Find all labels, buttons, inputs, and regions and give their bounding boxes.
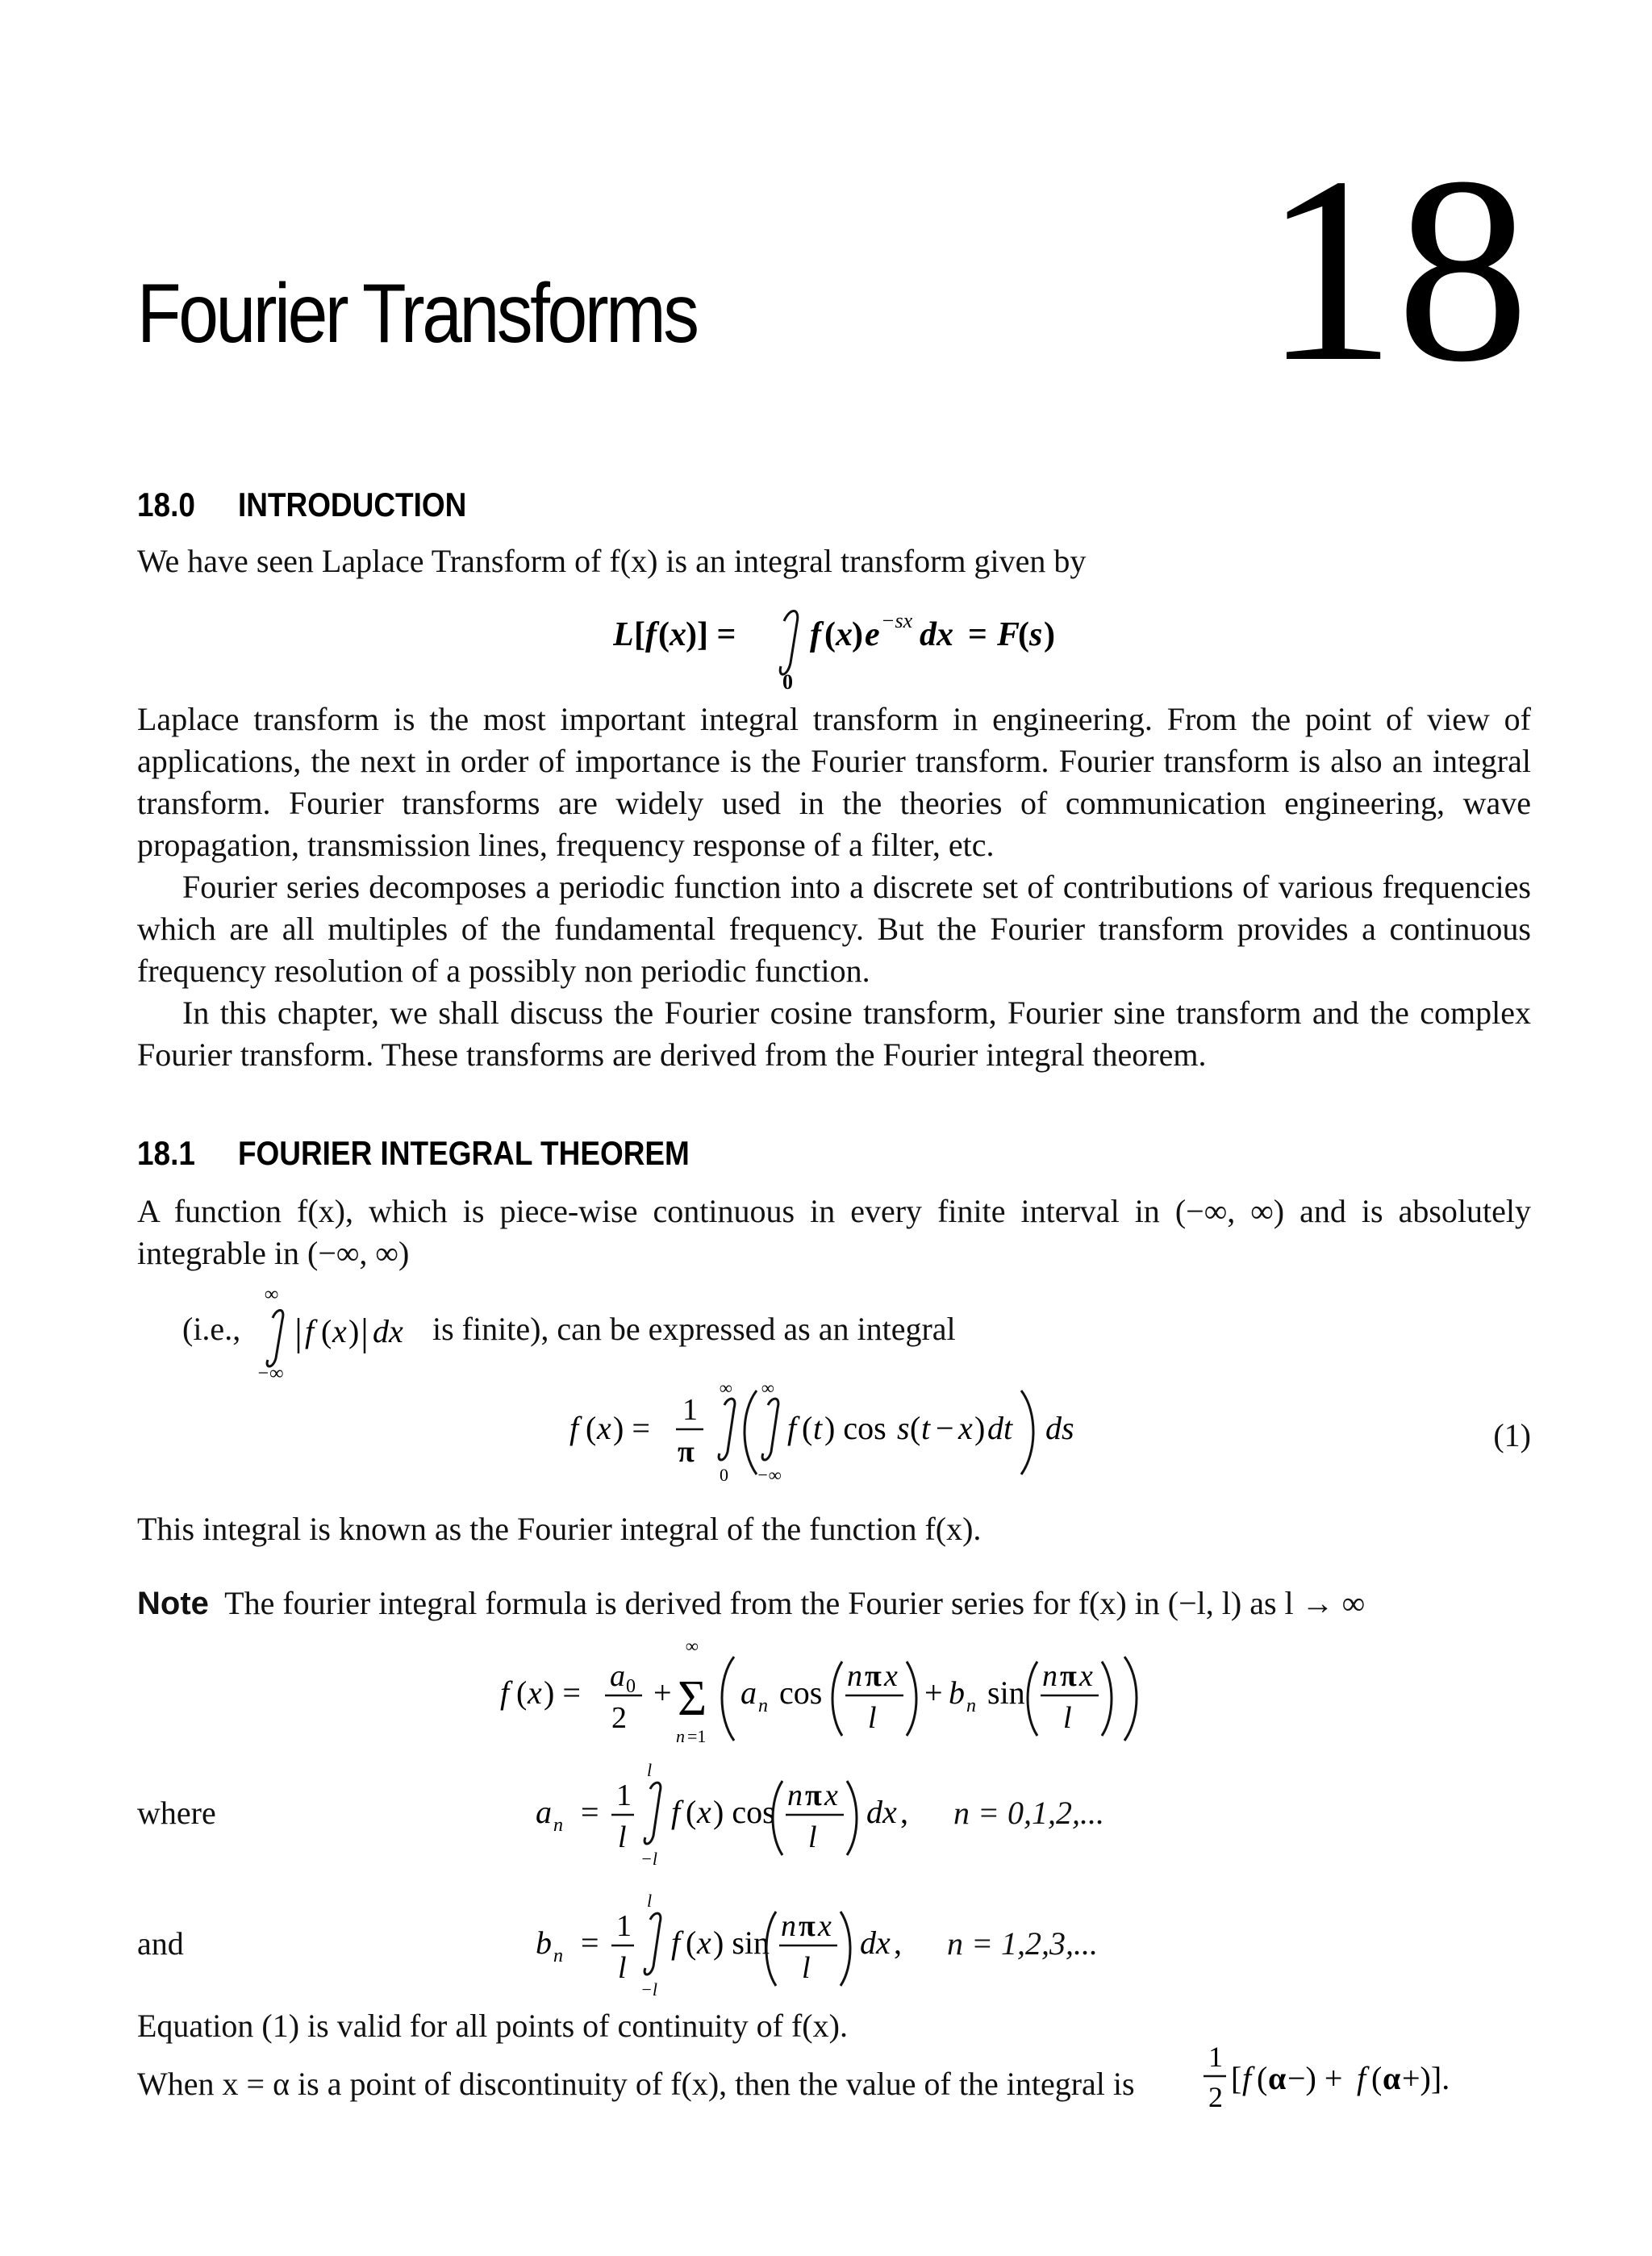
svg-text:l: l [647, 1891, 653, 1911]
svg-text:n: n [781, 1909, 796, 1943]
paragraph: In this chapter, we shall discuss the Fourier cosine transform, Fourier sine transform and the complex Fourier transform. These transforms are derived from the Fourier integral theorem. [137, 995, 1531, 1073]
svg-text:,: , [894, 1924, 902, 1961]
svg-text:s: s [897, 1410, 910, 1446]
svg-text:=1: =1 [687, 1726, 707, 1746]
svg-text:2: 2 [1208, 2081, 1223, 2113]
svg-text:∞: ∞ [761, 1378, 774, 1398]
svg-text:0: 0 [782, 670, 793, 694]
section-title: FOURIER INTEGRAL THEOREM [237, 1134, 690, 1172]
svg-text:sin: sin [987, 1674, 1025, 1711]
svg-text:,: , [900, 1794, 908, 1830]
svg-text:(: ( [1371, 2060, 1383, 2096]
svg-text:=: = [581, 1794, 599, 1830]
svg-text:n: n [847, 1659, 862, 1693]
svg-text:x: x [884, 1659, 898, 1693]
svg-text:∞: ∞ [720, 1378, 732, 1398]
svg-text:(: ( [658, 616, 670, 653]
svg-text:x: x [332, 1313, 347, 1349]
svg-text:1: 1 [616, 1909, 632, 1943]
svg-text:b: b [949, 1674, 965, 1711]
absolute-integral [257, 1284, 434, 1381]
section-heading-introduction [137, 486, 466, 524]
an-range [953, 1794, 1104, 1832]
svg-text:Σ: Σ [678, 1671, 707, 1726]
svg-text:n: n [553, 1945, 563, 1966]
section-title: INTRODUCTION [237, 486, 467, 523]
svg-text:n: n [1042, 1659, 1058, 1693]
svg-text:0: 0 [720, 1465, 728, 1485]
svg-text:): ) [852, 616, 863, 653]
svg-text:[: [ [634, 616, 645, 653]
fourier-integral-known-as: This integral is known as the Fourier integral of the function f(x). [137, 1511, 982, 1547]
svg-text:L: L [613, 616, 634, 653]
svg-text:): ) [974, 1410, 986, 1446]
validity-statement: Equation (1) is valid for all points of continuity of f(x). [137, 2008, 848, 2044]
svg-text:s: s [1029, 616, 1043, 653]
paragraph: Fourier series decomposes a periodic function into a discrete set of contributions of various frequencies which are all multiples of the fundamental frequency. But the Fourier transform provides a continuous frequency resolution of a possibly non periodic function. [137, 869, 1531, 989]
svg-text:(: ( [686, 1794, 697, 1830]
svg-text:) cos: ) cos [713, 1794, 775, 1830]
svg-text:π: π [805, 1779, 822, 1812]
svg-text:x: x [670, 616, 686, 653]
intro-sentence: We have seen Laplace Transform of f(x) is an integral transform given by [137, 543, 1087, 579]
svg-text:−) +: −) + [1287, 2060, 1343, 2096]
svg-text:−∞: −∞ [257, 1363, 284, 1381]
svg-text:l: l [1063, 1701, 1072, 1735]
svg-text:−l: −l [640, 1979, 657, 2000]
svg-text:(: ( [1257, 2060, 1268, 2096]
svg-text:n: n [787, 1779, 803, 1812]
svg-text:(: ( [910, 1410, 921, 1446]
note [137, 1584, 1365, 1622]
svg-text:cos: cos [779, 1674, 823, 1711]
svg-text:l: l [618, 1820, 627, 1854]
svg-text:x: x [836, 616, 853, 653]
svg-text:F: F [997, 616, 1020, 653]
svg-text:−: − [936, 1410, 954, 1446]
svg-text:f: f [787, 1410, 797, 1446]
equation-number: (1) [1493, 1417, 1531, 1453]
note-label: Note [137, 1586, 209, 1621]
svg-text:dx: dx [920, 616, 953, 653]
chapter-number: 18 [1263, 123, 1529, 417]
svg-text:π: π [1060, 1659, 1077, 1693]
section-number: 18.1 [137, 1134, 195, 1172]
svg-text:f: f [645, 616, 657, 653]
svg-text:l: l [618, 1951, 627, 1985]
svg-text:1: 1 [616, 1779, 632, 1812]
svg-text:): ) [1044, 616, 1055, 653]
svg-text:(: ( [586, 1410, 597, 1446]
svg-text:∞: ∞ [265, 1284, 279, 1305]
svg-text:) sin: ) sin [713, 1924, 770, 1961]
svg-text:n: n [553, 1815, 563, 1836]
svg-text:2: 2 [611, 1701, 627, 1735]
ie-suffix: is finite), can be expressed as an integral [432, 1311, 956, 1347]
svg-text:n: n [758, 1695, 768, 1716]
svg-text:(: ( [1018, 616, 1029, 653]
svg-text:π: π [678, 1435, 695, 1469]
svg-text:α: α [1268, 2060, 1287, 2096]
svg-text:+: + [653, 1674, 672, 1711]
svg-text:1: 1 [1208, 2041, 1223, 2073]
svg-text:f: f [500, 1674, 510, 1711]
discontinuity-statement: When x = α is a point of discontinuity of f(x), then the value of the integral is [137, 2066, 1135, 2102]
svg-text:1: 1 [682, 1393, 698, 1427]
svg-text:+)].: +)]. [1402, 2060, 1450, 2096]
svg-text:f: f [1357, 2060, 1366, 2096]
svg-text:) =: ) = [613, 1410, 650, 1446]
svg-text:dx: dx [866, 1794, 897, 1830]
ie-prefix: (i.e., [182, 1311, 241, 1347]
laplace-equation [613, 598, 1113, 695]
svg-text:=: = [581, 1924, 599, 1961]
where-label: where [137, 1795, 216, 1831]
svg-text:l: l [808, 1820, 817, 1854]
svg-text:π: π [865, 1659, 882, 1693]
svg-text:): ) [348, 1313, 360, 1349]
svg-text:f: f [671, 1794, 681, 1830]
svg-text:a: a [740, 1674, 757, 1711]
svg-text:dx: dx [860, 1924, 891, 1961]
svg-text:x: x [697, 1924, 711, 1961]
svg-text:x: x [958, 1410, 973, 1446]
note-text: The fourier integral formula is derived from the Fourier series for f(x) in (−l, l) as l → ∞ [224, 1585, 1366, 1621]
svg-text:b: b [536, 1924, 552, 1961]
svg-text:[: [ [1231, 2060, 1242, 2096]
bn-range-text: n = 1,2,3,... [947, 1925, 1098, 1962]
theorem-statement: A function f(x), which is piece-wise continuous in every finite interval in (−∞, ∞) and is absolutely integrable in (−∞, ∞) [137, 1193, 1531, 1271]
chapter-title: Fourier Transforms [137, 267, 697, 361]
fourier-series-equation [500, 1637, 1162, 1750]
svg-text:f: f [671, 1924, 681, 1961]
svg-text:l: l [647, 1760, 653, 1780]
an-range-text: n = 0,1,2,... [953, 1795, 1104, 1831]
svg-text:n: n [676, 1726, 685, 1746]
svg-text:(: ( [516, 1674, 528, 1711]
svg-text:∞: ∞ [686, 1637, 699, 1656]
svg-text:x: x [528, 1674, 542, 1711]
svg-text:l: l [868, 1701, 877, 1735]
svg-text:a: a [536, 1794, 552, 1830]
svg-text:(: ( [824, 616, 836, 653]
svg-text:−∞: −∞ [757, 1465, 782, 1485]
svg-text:x: x [824, 1779, 838, 1812]
svg-text:0: 0 [626, 1676, 636, 1697]
svg-text:(: ( [802, 1410, 813, 1446]
bn-range [947, 1924, 1098, 1962]
fourier-integral-equation [569, 1371, 1102, 1492]
svg-text:π: π [799, 1909, 816, 1943]
svg-text:)] =: )] = [686, 616, 736, 653]
svg-text:ds: ds [1045, 1410, 1074, 1446]
svg-text:f: f [810, 616, 821, 653]
svg-text:t: t [921, 1410, 931, 1446]
svg-text:f: f [305, 1313, 315, 1349]
svg-text:f: f [569, 1410, 579, 1446]
svg-text:x: x [1079, 1659, 1093, 1693]
svg-text:x: x [697, 1794, 711, 1830]
svg-text:) =: ) = [544, 1674, 581, 1711]
svg-text:x: x [597, 1410, 611, 1446]
svg-text:=: = [968, 616, 987, 653]
paragraph: Laplace transform is the most important integral transform in engineering. From the point of view of applications, the next in order of importance is the Fourier transform. Fourier transform is also an integral transform. Fourier transforms are widely used in the theories of communication engineering, wave propagation, transmission lines, frequency response of a filter, etc. [137, 701, 1531, 863]
svg-text:f: f [1242, 2060, 1252, 2096]
svg-text:x: x [818, 1909, 832, 1943]
svg-text:) cos: ) cos [824, 1410, 886, 1446]
svg-text:l: l [802, 1951, 811, 1985]
svg-text:α: α [1383, 2060, 1401, 2096]
svg-text:−sx: −sx [881, 609, 913, 632]
svg-text:e: e [865, 616, 880, 653]
svg-text:(: ( [686, 1924, 697, 1961]
svg-text:+: + [924, 1674, 943, 1711]
svg-text:dt: dt [987, 1410, 1013, 1446]
svg-text:−l: −l [640, 1849, 657, 1869]
svg-text:n: n [966, 1695, 976, 1716]
svg-text:t: t [813, 1410, 823, 1446]
svg-text:dx: dx [373, 1313, 403, 1349]
svg-text:(: ( [321, 1313, 332, 1349]
section-number: 18.0 [137, 486, 195, 523]
and-label: and [137, 1925, 184, 1962]
section-heading-fourier-integral-theorem [137, 1134, 690, 1173]
discontinuity-average [1200, 2033, 1523, 2121]
svg-text:a: a [610, 1659, 625, 1693]
